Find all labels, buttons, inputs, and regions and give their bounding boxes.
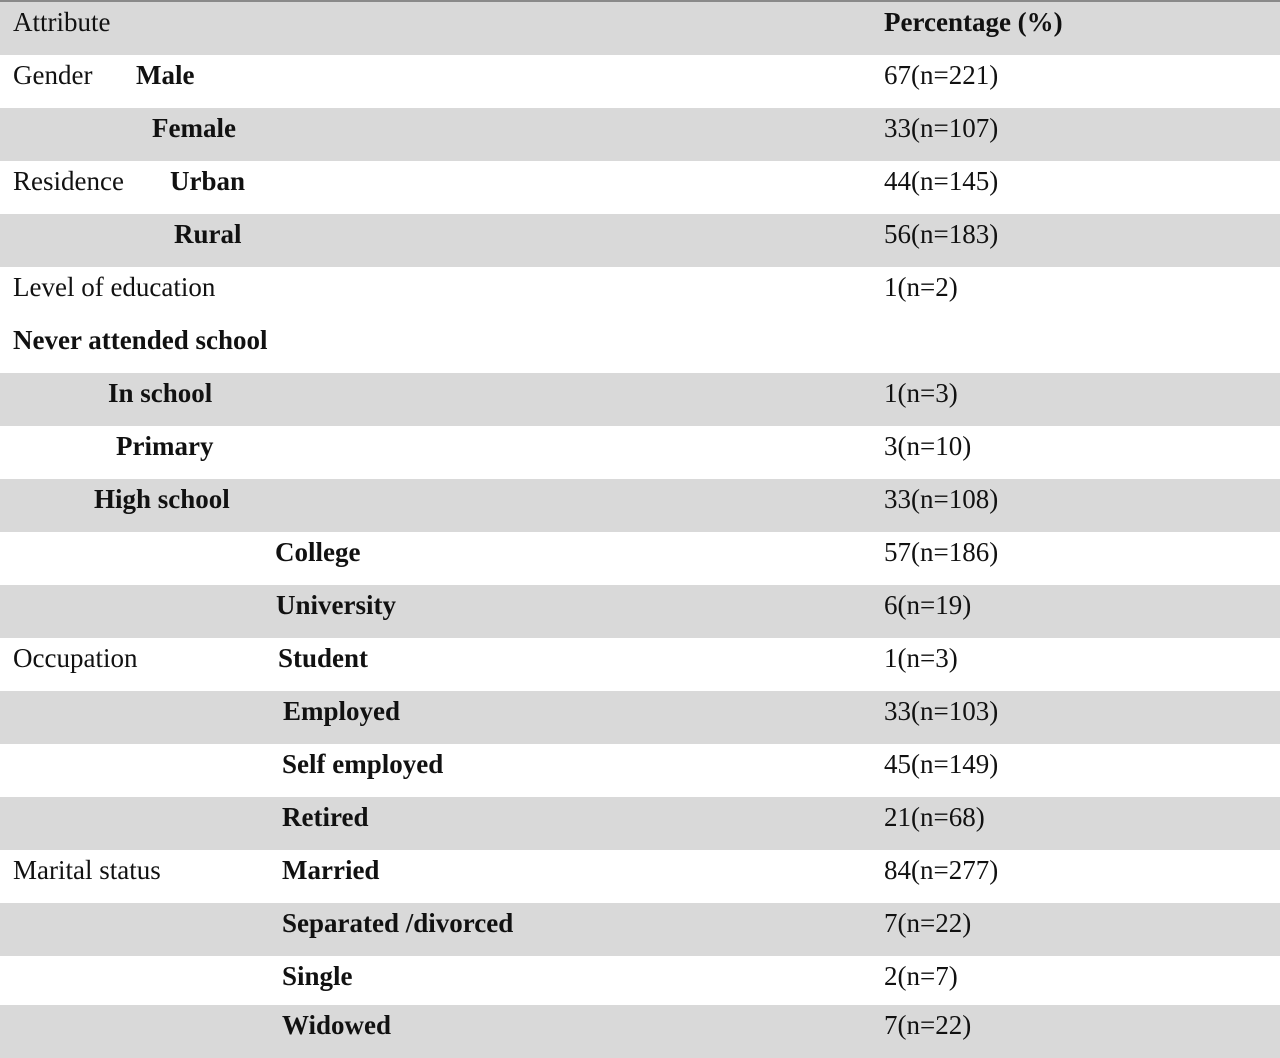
table-row: [0, 108, 1280, 161]
row-percentage: 33(n=108): [884, 484, 999, 514]
table-row: [0, 214, 1280, 267]
row-subcategory: Self employed: [282, 749, 444, 779]
row-percentage: 33(n=107): [884, 113, 999, 143]
table-row: [0, 638, 1280, 691]
table-row: [0, 532, 1280, 585]
row-percentage: 33(n=103): [884, 696, 999, 726]
table-row: [0, 320, 1280, 373]
row-subcategory: College: [275, 537, 361, 567]
table-row: [0, 373, 1280, 426]
row-percentage: 84(n=277): [884, 855, 999, 885]
row-attribute: Gender: [13, 60, 93, 90]
row-percentage: 7(n=22): [884, 1010, 972, 1040]
table-row: [0, 161, 1280, 214]
row-subcategory: Primary: [116, 431, 214, 461]
row-percentage: 6(n=19): [884, 590, 972, 620]
row-percentage: 56(n=183): [884, 219, 999, 249]
table-row: [0, 797, 1280, 850]
row-subcategory: Urban: [170, 166, 246, 196]
table-row: [0, 956, 1280, 1009]
table-row: [0, 585, 1280, 638]
row-subcategory: Student: [278, 643, 369, 673]
row-subcategory: University: [276, 590, 396, 620]
row-subcategory: Widowed: [282, 1010, 392, 1040]
table-header-row: [0, 2, 1280, 55]
row-subcategory: Retired: [282, 802, 369, 832]
row-subcategory: Single: [282, 961, 353, 991]
row-percentage: 1(n=2): [884, 272, 958, 302]
row-percentage: 3(n=10): [884, 431, 972, 461]
row-percentage: 57(n=186): [884, 537, 999, 567]
table-row: [0, 1005, 1280, 1058]
row-subcategory: Married: [282, 855, 380, 885]
table-row: [0, 267, 1280, 320]
row-attribute: Occupation: [13, 643, 138, 673]
row-attribute: Residence: [13, 166, 124, 196]
row-attribute: Marital status: [13, 855, 161, 885]
row-subcategory: Male: [136, 60, 195, 90]
table-row: [0, 479, 1280, 532]
row-percentage: 2(n=7): [884, 961, 958, 991]
row-percentage: 67(n=221): [884, 60, 999, 90]
table-row: [0, 744, 1280, 797]
row-subcategory: In school: [108, 378, 213, 408]
row-percentage: 1(n=3): [884, 378, 958, 408]
row-percentage: 44(n=145): [884, 166, 999, 196]
table-row: [0, 850, 1280, 903]
table-row: [0, 55, 1280, 108]
header-attribute: Attribute: [13, 7, 111, 37]
row-percentage: 21(n=68): [884, 802, 985, 832]
row-subcategory: Employed: [283, 696, 401, 726]
row-percentage: 45(n=149): [884, 749, 999, 779]
row-attribute: Level of education: [13, 272, 216, 302]
row-subcategory: Rural: [174, 219, 242, 249]
row-percentage: 1(n=3): [884, 643, 958, 673]
row-subcategory: High school: [94, 484, 230, 514]
table-row: [0, 426, 1280, 479]
row-percentage: 7(n=22): [884, 908, 972, 938]
table-row: [0, 903, 1280, 956]
row-subcategory: Never attended school: [13, 325, 268, 355]
header-percentage: Percentage (%): [884, 7, 1063, 37]
table-row: [0, 691, 1280, 744]
row-subcategory: Female: [152, 113, 236, 143]
row-subcategory: Separated /divorced: [282, 908, 514, 938]
